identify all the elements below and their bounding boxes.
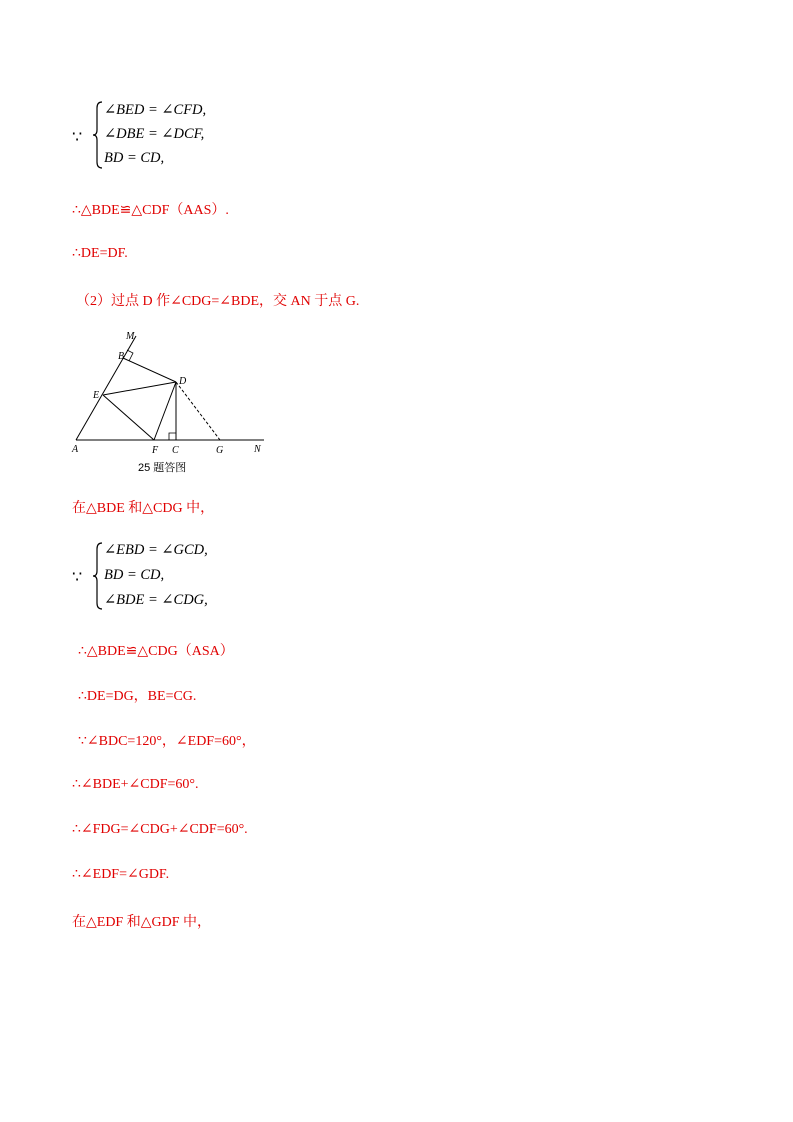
proof-line-de-dg: ∴DE=DG，BE=CG. [78, 689, 197, 704]
label-B: B [118, 351, 125, 362]
label-C: C [172, 445, 179, 456]
system1-eq3: BD = CD, [104, 150, 165, 166]
label-E: E [93, 390, 100, 401]
proof-line-sum-60: ∴∠BDE+∠CDF=60°. [72, 777, 199, 792]
label-F: F [152, 445, 159, 456]
label-N: N [254, 444, 261, 455]
geometry-diagram [68, 328, 268, 458]
label-D: D [179, 376, 187, 387]
left-brace-icon [92, 541, 104, 611]
system1-eq2: ∠DBE = ∠DCF, [104, 126, 205, 142]
proof-line-de-df: ∴DE=DF. [72, 246, 128, 261]
because-symbol: ∵ [72, 569, 83, 586]
label-M: M [126, 331, 135, 342]
proof-line-asa: ∴△BDE≌△CDG（ASA） [78, 644, 234, 659]
label-G: G [216, 445, 224, 456]
system2-eq1: ∠EBD = ∠GCD, [104, 542, 208, 558]
system1-eq1: ∠BED = ∠CFD, [104, 102, 207, 118]
proof-line-edf-gdf: ∴∠EDF=∠GDF. [72, 867, 170, 882]
left-brace-icon [92, 100, 104, 170]
label-A: A [72, 444, 79, 455]
proof-line-angles-given: ∵∠BDC=120°，∠EDF=60°， [78, 734, 256, 749]
part2-construction: （2）过点 D 作∠CDG=∠BDE，交 AN 于点 G. [76, 294, 360, 309]
system2-eq3: ∠BDE = ∠CDG, [104, 592, 208, 608]
geometry-figure [68, 328, 268, 478]
proof-line-aas: ∴△BDE≌△CDF（AAS）. [72, 203, 229, 218]
because-symbol: ∵ [72, 129, 83, 146]
proof-in-triangles-edf-gdf: 在△EDF 和△GDF 中， [72, 915, 211, 930]
system2-eq2: BD = CD, [104, 567, 165, 583]
figure-caption: 25 题答图 [138, 462, 187, 474]
proof-line-fdg-60: ∴∠FDG=∠CDG+∠CDF=60°. [72, 822, 248, 837]
proof-in-triangles-bde-cdg: 在△BDE 和△CDG 中， [72, 501, 215, 516]
